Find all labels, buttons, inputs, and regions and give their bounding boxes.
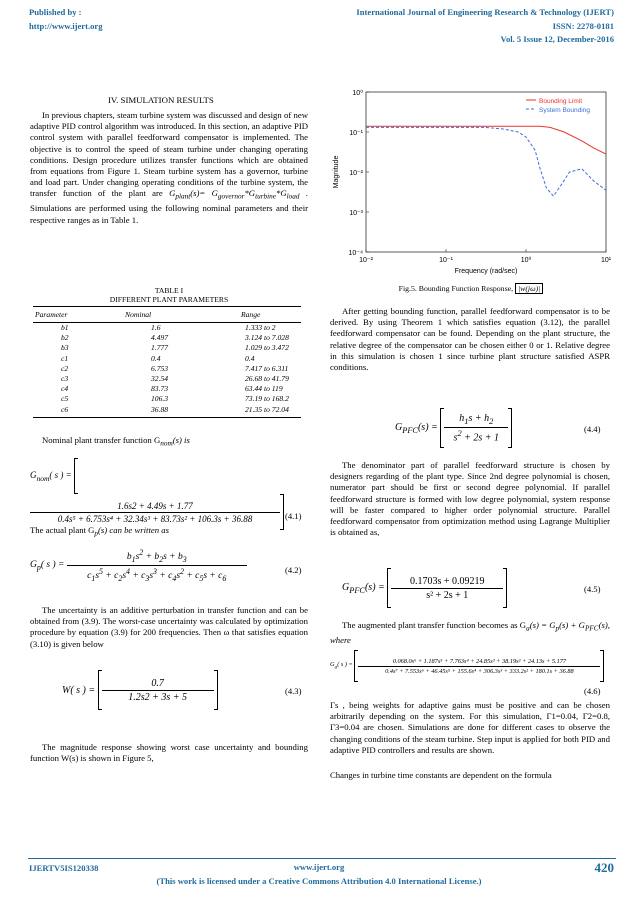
table-title: TABLE I — [154, 286, 184, 295]
table-cell-nominal: 36.88 — [125, 405, 205, 418]
table-row — [33, 394, 301, 404]
table-cell-parameter: c1 — [61, 353, 69, 363]
y-tick-label: 10⁻³ — [349, 210, 363, 217]
journal-issn: ISSN: 2278-0181 — [552, 21, 614, 31]
table-cell-parameter: c6 — [33, 405, 125, 418]
equation-4-6-number: (4.6) — [584, 686, 601, 696]
table-cell-nominal: 1.777 — [151, 343, 169, 353]
x-tick-label: 10⁰ — [520, 257, 532, 264]
table-caption — [30, 286, 308, 304]
table-cell-parameter: c2 — [61, 363, 69, 373]
equation-4-4-number: (4.4) — [584, 424, 601, 434]
table-cell-range: 26.68 to 41.79 — [245, 374, 289, 384]
section-title: IV. SIMULATION RESULTS — [108, 95, 214, 105]
table-header-range: Range — [205, 307, 301, 323]
x-axis-label: Frequency (rad/sec) — [454, 268, 518, 275]
equation-4-5: $G_{PFC}(s)$ = $\frac{0.1703s + 0.09219}{\text{s² + 2s + 1}}$ — [342, 568, 507, 608]
table-row — [33, 374, 301, 384]
table-cell-parameter: c5 — [61, 394, 69, 404]
y-tick-label: 10⁻² — [349, 170, 363, 177]
table-cell-range: 1.333 to 2 — [245, 323, 276, 332]
table-row — [33, 323, 301, 334]
y-tick-label: 10⁻¹ — [349, 130, 363, 137]
table-cell-range: 7.417 to 6.311 — [245, 363, 289, 373]
equation-4-1-number: (4.1) — [285, 511, 302, 521]
x-tick-label: 10⁻¹ — [439, 257, 453, 264]
figure-caption: Fig.5. Bounding Function Response, |w(jω)| — [326, 284, 616, 293]
footer-url[interactable]: www.ijert.org — [293, 862, 345, 872]
table-cell-range: 0.4 — [245, 353, 255, 363]
uncertainty-paragraph: The uncertainty is an additive perturbation in transfer function and can be obtained from (3.9). The worst-case uncertainty was calculated by optimization procedure by equation (3.9) for 200 frequencies. Then ω that satisfies equation (3.10) is given below — [30, 605, 308, 649]
equation-4-3: W( s ) = $\frac{0.7}{1.2s2 + 3s + 5}$ — [62, 670, 218, 710]
table-cell-nominal: 106.3 — [151, 394, 169, 404]
table-cell-nominal: 32.54 — [151, 374, 169, 384]
bounding-function-chart — [326, 80, 616, 280]
table-cell-range: 1.029 to 3.472 — [245, 343, 289, 353]
x-tick-label: 10⁻² — [359, 257, 373, 264]
table-row — [33, 405, 301, 418]
time-constant-paragraph: Changes in turbine time constants are dependent on the formula — [330, 770, 552, 780]
table-cell-range: 21.35 to 72.04 — [205, 405, 301, 418]
table-cell-parameter: b3 — [61, 343, 69, 353]
footer-divider — [28, 858, 616, 859]
equation-4-2: $G_p$( s ) = $\frac{b_1s^2 + b_2s + b_3}{c_1s^5 + c_2s^4 + c_3s^3 + c_4s^2 + c_5s + c_6}$ — [30, 548, 270, 583]
table-cell-nominal: 6.753 — [151, 363, 169, 373]
table-cell-range: 73.19 to 168.2 — [245, 394, 289, 404]
x-tick-label: 10¹ — [600, 257, 612, 264]
publisher-link[interactable]: http://www.ijert.org — [29, 21, 103, 31]
table-cell-range: 63.44 to 119 — [245, 384, 283, 394]
table-row — [33, 364, 301, 374]
table-header-parameter: Parameter — [33, 307, 125, 323]
plant-formula: $G_{plant}(s)= G_{governor}*G_{turbine}*G_{load}$ . — [169, 188, 309, 202]
publisher-label: Published by : — [29, 7, 82, 17]
nominal-intro: Nominal plant transfer function $G_{nom}(s)$ is — [42, 435, 190, 448]
y-axis-label: Magnitude — [333, 155, 340, 189]
footer-license: (This work is licensed under a Creative Commons Attribution 4.0 International License.) — [156, 876, 482, 886]
equation-4-6: $G_a$( s ) = 0.068.0s⁶ + 1.187s⁵ + 7.763s⁴ + 24.85s³ + 38.19s² + 24.13s + 5.177 0.4s⁷ + 7.553s⁶ + 46.45s⁵ + 155.6s⁴ + 306.3s³ + 333.2s² + 180.1s + 36.88 — [330, 650, 616, 682]
equation-4-5-number: (4.5) — [584, 584, 601, 594]
table-cell-parameter: c4 — [61, 384, 69, 394]
equation-4-2-number: (4.2) — [285, 565, 302, 575]
table-cell-parameter: c3 — [61, 374, 69, 384]
journal-volume: Vol. 5 Issue 12, December-2016 — [500, 34, 614, 44]
page-number: 420 — [594, 860, 614, 875]
table-cell-range: 3.124 to 7.028 — [245, 333, 289, 343]
equation-4-4: $G_{PFC}(s)$ = $\frac{h_1s + h_2}{s^2 + 2s + 1}$ — [395, 408, 512, 448]
parameter-table — [33, 306, 301, 418]
table-row — [33, 384, 301, 394]
journal-title: International Journal of Engineering Research & Technology (IJERT) — [356, 7, 614, 17]
table-cell-nominal: 83.73 — [151, 384, 169, 394]
table-header-row — [33, 307, 301, 323]
section-intro-paragraph: In previous chapters, steam turbine system was discussed and design of new adaptive PID control algorithm was introduced. In this section, an adaptive PID control system with parallel feedforward compensator is implemented. The objective is to control the speed of steam turbine under changing operating conditions. Design procedure utilizes transfer functions which are obtained from equations from Figure 1. Steam turbine system has a governor, turbine and load part. Under changing operating conditions of the turbine system, the transfer function of the plant are $G_{plant}(s)= G_{governor}*G_{turbine}*G_{load}$ . Simulations are performed using the following nominal parameters and their respective ranges as in Table 1. — [30, 110, 309, 225]
table-cell-nominal: 1.6 — [151, 323, 161, 332]
actual-plant-intro: The actual plant $G_p(s)$ can be written as — [30, 525, 169, 538]
table-cell-nominal: 4.497 — [151, 333, 169, 343]
table-cell-parameter: b2 — [61, 333, 69, 343]
table-cell-nominal: 0.4 — [151, 353, 161, 363]
table-row — [33, 333, 301, 343]
pfc-design-paragraph: The denominator part of parallel feedforward structure is chosen by designers regarding of the plant type. Since 2nd degree polynomial is chosen, numerator part should be first or second degree polynomial. If parallel feedforward structure is formed with low degree polynomial, system response will be faster compared to higher order polynomial structure. Parallel feedforward compensator from optimization method using Lagrange Multiplier is obtained as, — [330, 460, 610, 538]
y-tick-label: 10⁰ — [352, 90, 363, 97]
y-tick-label: 10⁻⁴ — [348, 250, 363, 257]
table-cell-parameter: b1 — [61, 323, 69, 332]
magnitude-paragraph: The magnitude response showing worst case uncertainty and bounding function W(s) is shown in Figure 5, — [30, 742, 308, 764]
equation-4-3-number: (4.3) — [285, 686, 302, 696]
legend-label: Bounding Limit — [539, 98, 582, 105]
table-header-nominal: Nominal — [125, 307, 205, 323]
table-row — [33, 343, 301, 353]
gamma-paragraph: Γs , being weights for adaptive gains must be positive and can be chosen arbitrarily depending on the system. For this simulation, Γ1=0.04, Γ2=0.8, Γ3=0.04 are chosen. Simulations are done for different cases to observe the changing conditions of the steam turbine. Step input is applied for both PID and adaptive PID controllers and results are shown. — [330, 700, 610, 755]
augmented-plant-paragraph: The augmented plant transfer function becomes as $G_a(s) = G_p(s) + G_{PFC}(s)$, where — [330, 620, 610, 645]
footer-paper-id: IJERTV5IS120338 — [29, 863, 99, 873]
table-subtitle: DIFFERENT PLANT PARAMETERS — [109, 295, 229, 304]
pfc-intro-paragraph: After getting bounding function, parallel feedforward compensator is to be derived. By using Theorem 1 which satisfies equation (3.12), the parallel feedforward compensator can be found. Depending on the plant structure, the relative degree of the compensator can be chosen either 0 or 1. Relative degree in this simulation is chosen 1 since turbine plant structure satisfied ASPR conditions. — [330, 306, 610, 373]
equation-4-1: $G_{nom}$( s ) = $\frac{1.6s2 + 4.49s + 1.77}{\text{0.4s⁵ + 6.753s⁴ + 32.34s³ + 83.73s² + 106.3s + 36.88}}$ — [30, 458, 316, 530]
table-row — [33, 354, 301, 364]
legend-label: System Bounding — [539, 107, 590, 114]
